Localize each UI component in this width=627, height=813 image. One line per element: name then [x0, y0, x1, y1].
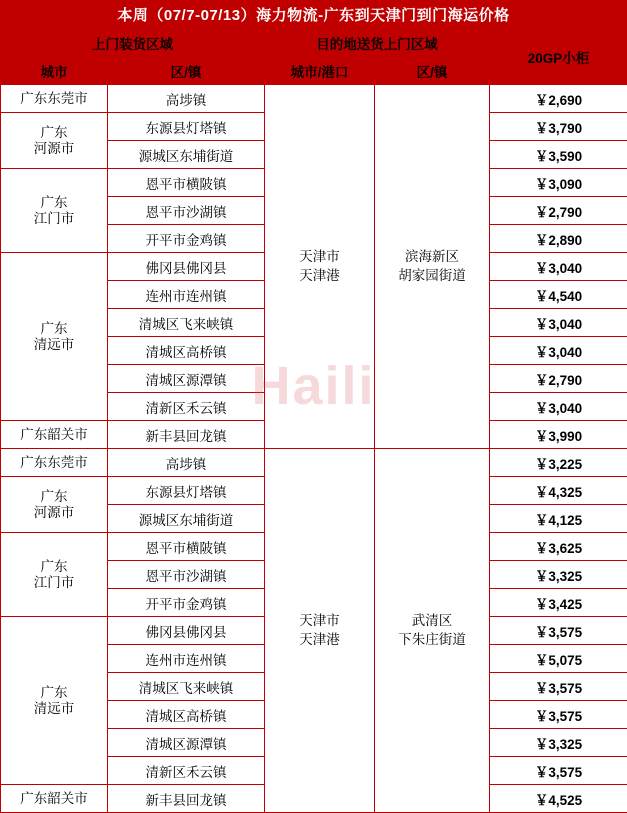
cell-origin-town: 恩平市横陂镇 [108, 169, 265, 197]
cell-price: ￥3,575 [490, 701, 627, 729]
cell-price: ￥3,325 [490, 729, 627, 757]
cell-origin-town: 开平市金鸡镇 [108, 589, 265, 617]
cell-price: ￥4,525 [490, 785, 627, 813]
cell-origin-city: 广东 清远市 [1, 253, 108, 421]
cell-price: ￥3,090 [490, 169, 627, 197]
cell-price: ￥3,040 [490, 393, 627, 421]
cell-origin-town: 源城区东埔街道 [108, 505, 265, 533]
cell-price: ￥3,575 [490, 673, 627, 701]
cell-price: ￥4,325 [490, 477, 627, 505]
header-dest-city: 城市/港口 [265, 57, 375, 85]
cell-price: ￥2,790 [490, 197, 627, 225]
cell-price: ￥3,790 [490, 113, 627, 141]
cell-dest-town: 武清区 下朱庄街道 [375, 449, 490, 813]
cell-dest-city: 天津市 天津港 [265, 449, 375, 813]
cell-origin-town: 清城区高桥镇 [108, 701, 265, 729]
cell-price: ￥3,225 [490, 449, 627, 477]
watermark: Haili [0, 355, 627, 417]
cell-origin-city: 广东 河源市 [1, 477, 108, 533]
cell-dest-town: 滨海新区 胡家园街道 [375, 85, 490, 449]
cell-price: ￥2,790 [490, 365, 627, 393]
cell-price: ￥2,890 [490, 225, 627, 253]
cell-price: ￥3,325 [490, 561, 627, 589]
cell-origin-city: 广东东莞市 [1, 85, 108, 113]
price-table [0, 28, 627, 813]
cell-origin-town: 恩平市横陂镇 [108, 533, 265, 561]
header-dest-group: 目的地送货上门区域 [265, 29, 490, 57]
cell-origin-city: 广东 江门市 [1, 533, 108, 617]
cell-origin-town: 高埗镇 [108, 449, 265, 477]
cell-origin-town: 清城区源潭镇 [108, 365, 265, 393]
table-row [1, 449, 627, 477]
cell-origin-town: 开平市金鸡镇 [108, 225, 265, 253]
cell-origin-town: 高埗镇 [108, 85, 265, 113]
cell-origin-town: 清新区禾云镇 [108, 393, 265, 421]
cell-price: ￥2,690 [490, 85, 627, 113]
cell-dest-city: 天津市 天津港 [265, 85, 375, 449]
cell-price: ￥3,425 [490, 589, 627, 617]
cell-origin-town: 连州市连州镇 [108, 281, 265, 309]
cell-origin-town: 新丰县回龙镇 [108, 785, 265, 813]
cell-price: ￥5,075 [490, 645, 627, 673]
cell-origin-city: 广东东莞市 [1, 449, 108, 477]
header-origin-city: 城市 [1, 57, 108, 85]
cell-origin-town: 清新区禾云镇 [108, 757, 265, 785]
cell-price: ￥3,040 [490, 309, 627, 337]
table-body [1, 85, 627, 813]
cell-price: ￥3,575 [490, 757, 627, 785]
cell-origin-town: 恩平市沙湖镇 [108, 197, 265, 225]
cell-price: ￥3,990 [490, 421, 627, 449]
table-row [1, 85, 627, 113]
cell-price: ￥4,125 [490, 505, 627, 533]
cell-origin-town: 佛冈县佛冈县 [108, 617, 265, 645]
cell-origin-city: 广东 河源市 [1, 113, 108, 169]
cell-origin-town: 东源县灯塔镇 [108, 477, 265, 505]
header-dest-town: 区/镇 [375, 57, 490, 85]
table-header-group-row [1, 29, 627, 57]
cell-origin-city: 广东韶关市 [1, 785, 108, 813]
table-header [1, 29, 627, 85]
cell-origin-town: 清城区飞来峡镇 [108, 309, 265, 337]
header-origin-town: 区/镇 [108, 57, 265, 85]
header-price: 20GP小柜 [490, 29, 627, 85]
cell-price: ￥3,040 [490, 337, 627, 365]
cell-origin-town: 源城区东埔街道 [108, 141, 265, 169]
cell-price: ￥3,575 [490, 617, 627, 645]
cell-origin-town: 东源县灯塔镇 [108, 113, 265, 141]
cell-origin-city: 广东 清远市 [1, 617, 108, 785]
cell-price: ￥3,625 [490, 533, 627, 561]
cell-origin-town: 清城区飞来峡镇 [108, 673, 265, 701]
cell-price: ￥3,040 [490, 253, 627, 281]
header-origin-group: 上门装货区域 [1, 29, 265, 57]
cell-origin-town: 恩平市沙湖镇 [108, 561, 265, 589]
cell-origin-town: 新丰县回龙镇 [108, 421, 265, 449]
cell-origin-city: 广东韶关市 [1, 421, 108, 449]
cell-origin-town: 连州市连州镇 [108, 645, 265, 673]
cell-price: ￥4,540 [490, 281, 627, 309]
cell-origin-town: 清城区高桥镇 [108, 337, 265, 365]
cell-origin-city: 广东 江门市 [1, 169, 108, 253]
page-title: 本周（07/7-07/13）海力物流-广东到天津门到门海运价格 [0, 0, 627, 28]
cell-origin-town: 佛冈县佛冈县 [108, 253, 265, 281]
cell-price: ￥3,590 [490, 141, 627, 169]
cell-origin-town: 清城区源潭镇 [108, 729, 265, 757]
